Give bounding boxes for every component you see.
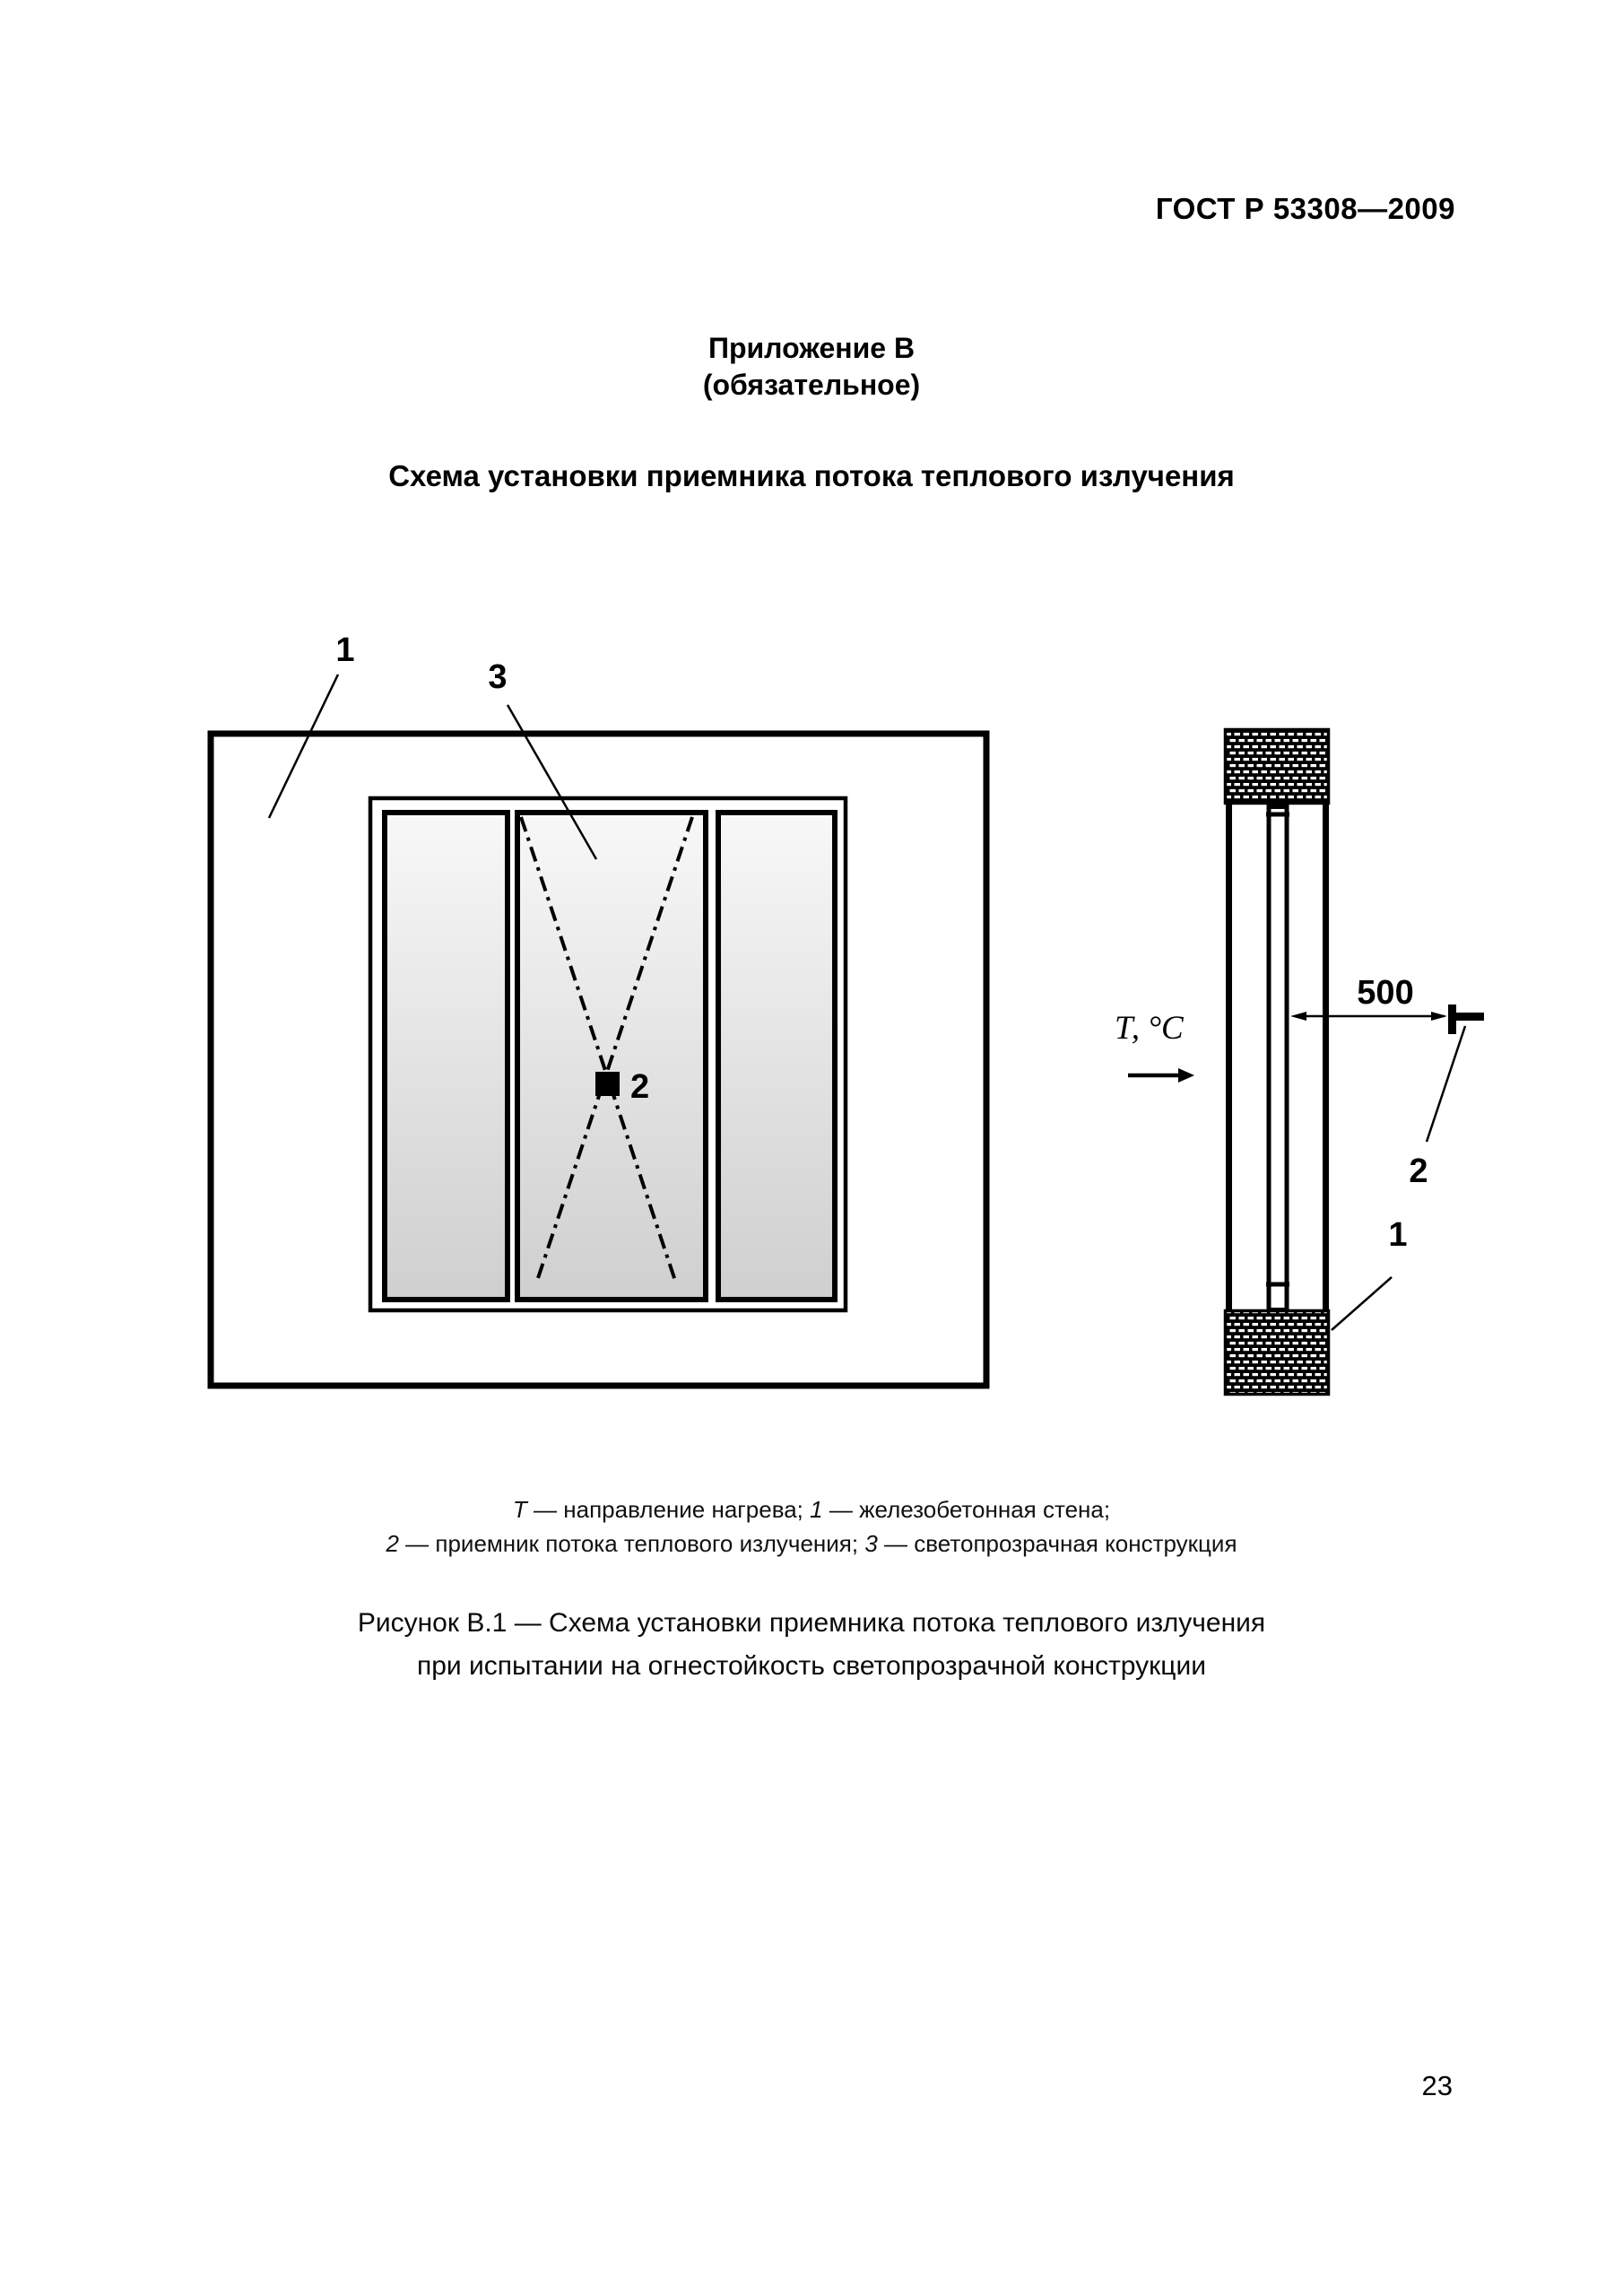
wall-section-bottom xyxy=(1226,1311,1329,1395)
appendix-title: Приложение В xyxy=(707,332,916,364)
legend-line-2 xyxy=(0,1526,1623,1561)
legend-symbol-1: 1 xyxy=(810,1496,823,1523)
appendix-heading xyxy=(0,330,1623,404)
section-receiver-arm xyxy=(1456,1013,1484,1021)
figure-legend xyxy=(0,1492,1623,1561)
section-receiver-label: 2 xyxy=(1409,1152,1428,1190)
section-wall-leader-line xyxy=(1332,1277,1392,1330)
legend-description-1: — железобетонная стена; xyxy=(829,1496,1111,1523)
dimension-label: 500 xyxy=(1357,974,1414,1012)
glass-pane-section xyxy=(1269,807,1287,1310)
figure-section-title: Схема установки приемника потока теплового излучения xyxy=(388,459,1235,492)
figure-caption xyxy=(0,1602,1623,1688)
section-receiver-leader-line xyxy=(1427,1026,1465,1142)
installation-scheme-figure xyxy=(0,574,1623,1471)
section-receiver-post xyxy=(1448,1004,1456,1034)
front-view xyxy=(211,631,986,1386)
heating-arrow-head xyxy=(1178,1068,1194,1083)
temperature-label: Т, °С xyxy=(1115,1010,1184,1047)
legend-description-2: — приемник потока теплового излучения; xyxy=(405,1530,859,1557)
dimension-arrow-left xyxy=(1290,1012,1306,1021)
front-receiver-label: 2 xyxy=(630,1068,650,1106)
wall-section-top xyxy=(1226,730,1329,804)
legend-description-3: — светопрозрачная конструкция xyxy=(884,1530,1237,1557)
glazing-panel-left xyxy=(385,813,508,1300)
figure-caption-line-1: Рисунок В.1 — Схема установки приемника потока теплового излучения xyxy=(357,1608,1266,1638)
front-glazing-label: 3 xyxy=(488,658,508,696)
legend-symbol-t: Т xyxy=(512,1496,527,1523)
legend-symbol-2: 2 xyxy=(386,1530,399,1557)
front-wall-label: 1 xyxy=(335,631,355,669)
legend-line-1 xyxy=(0,1492,1623,1526)
figure-caption-line-2: при испытании на огнестойкость светопрозрачной конструкции xyxy=(417,1651,1206,1681)
section-wall-label: 1 xyxy=(1388,1216,1408,1254)
legend-description-t: — направление нагрева; xyxy=(534,1496,803,1523)
page-number: 23 xyxy=(1421,2070,1453,2101)
glazing-panel-right xyxy=(718,813,835,1300)
standard-number: ГОСТ Р 53308—2009 xyxy=(1155,192,1455,225)
appendix-subtitle: (обязательное) xyxy=(702,369,921,401)
legend-symbol-3: 3 xyxy=(864,1530,878,1557)
receiver-square xyxy=(595,1072,620,1096)
dimension-arrow-right xyxy=(1431,1012,1447,1021)
section-view xyxy=(1115,730,1484,1395)
